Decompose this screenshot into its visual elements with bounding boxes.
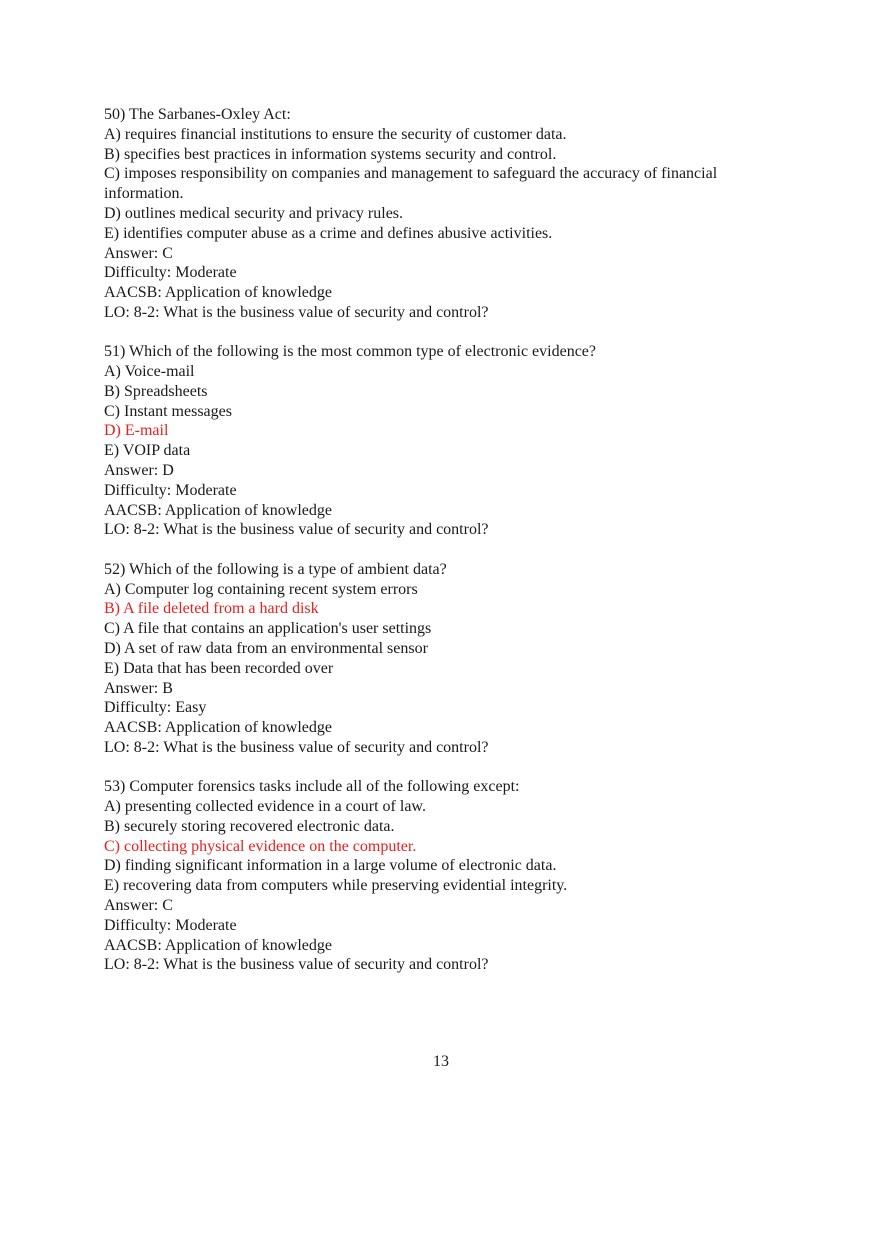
- question-50: [104, 105, 784, 323]
- option-c: C) Instant messages: [104, 402, 232, 420]
- difficulty-line: Difficulty: Moderate: [104, 916, 237, 934]
- option-a: A) requires financial institutions to ensure the security of customer data.: [104, 125, 567, 143]
- option-b: B) A file deleted from a hard disk: [104, 600, 319, 618]
- option-a: A) Computer log containing recent system errors: [104, 580, 418, 598]
- aacsb-line: AACSB: Application of knowledge: [104, 719, 332, 737]
- difficulty-line: Difficulty: Moderate: [104, 481, 237, 499]
- answer-line: Answer: C: [104, 896, 173, 914]
- difficulty-line: Difficulty: Moderate: [104, 264, 237, 282]
- question-stem: 52) Which of the following is a type of ambient data?: [104, 560, 447, 578]
- learning-objective-line: LO: 8-2: What is the business value of security and control?: [104, 956, 489, 974]
- aacsb-line: AACSB: Application of knowledge: [104, 501, 332, 519]
- option-a: A) Voice-mail: [104, 363, 195, 381]
- option-b: B) securely storing recovered electronic data.: [104, 817, 395, 835]
- option-a: A) presenting collected evidence in a court of law.: [104, 798, 426, 815]
- aacsb-line: AACSB: Application of knowledge: [104, 284, 332, 302]
- option-c: C) collecting physical evidence on the computer.: [104, 837, 417, 855]
- option-b: B) Spreadsheets: [104, 382, 208, 400]
- option-e: E) identifies computer abuse as a crime and defines abusive activities.: [104, 224, 553, 242]
- question-stem: 51) Which of the following is the most common type of electronic evidence?: [104, 343, 597, 361]
- learning-objective-line: LO: 8-2: What is the business value of security and control?: [104, 738, 489, 756]
- option-d: D) outlines medical security and privacy rules.: [104, 204, 404, 222]
- option-d: D) finding significant information in a large volume of electronic data.: [104, 857, 557, 875]
- option-c: C) A file that contains an application's user settings: [104, 620, 432, 638]
- option-e: E) recovering data from computers while preserving evidential integrity.: [104, 877, 568, 895]
- question-52: [104, 560, 784, 758]
- aacsb-line: AACSB: Application of knowledge: [104, 936, 332, 954]
- difficulty-line: Difficulty: Easy: [104, 699, 207, 717]
- question-stem: 50) The Sarbanes-Oxley Act:: [104, 106, 291, 123]
- option-d: D) E-mail: [104, 422, 169, 440]
- page-number: 13: [433, 1053, 449, 1070]
- option-e: E) Data that has been recorded over: [104, 659, 334, 677]
- option-c: C) imposes responsibility on companies and management to safeguard the accuracy of financial information.: [104, 165, 718, 203]
- question-list: [104, 105, 784, 995]
- question-51: [104, 342, 784, 540]
- answer-line: Answer: B: [104, 679, 173, 697]
- learning-objective-line: LO: 8-2: What is the business value of security and control?: [104, 521, 489, 539]
- option-d: D) A set of raw data from an environmental sensor: [104, 639, 428, 657]
- option-b: B) specifies best practices in information systems security and control.: [104, 145, 557, 163]
- answer-line: Answer: D: [104, 462, 174, 480]
- question-53: [104, 777, 784, 975]
- option-e: E) VOIP data: [104, 442, 191, 460]
- learning-objective-line: LO: 8-2: What is the business value of security and control?: [104, 303, 489, 321]
- answer-line: Answer: C: [104, 244, 173, 262]
- question-stem: 53) Computer forensics tasks include all of the following except:: [104, 778, 520, 796]
